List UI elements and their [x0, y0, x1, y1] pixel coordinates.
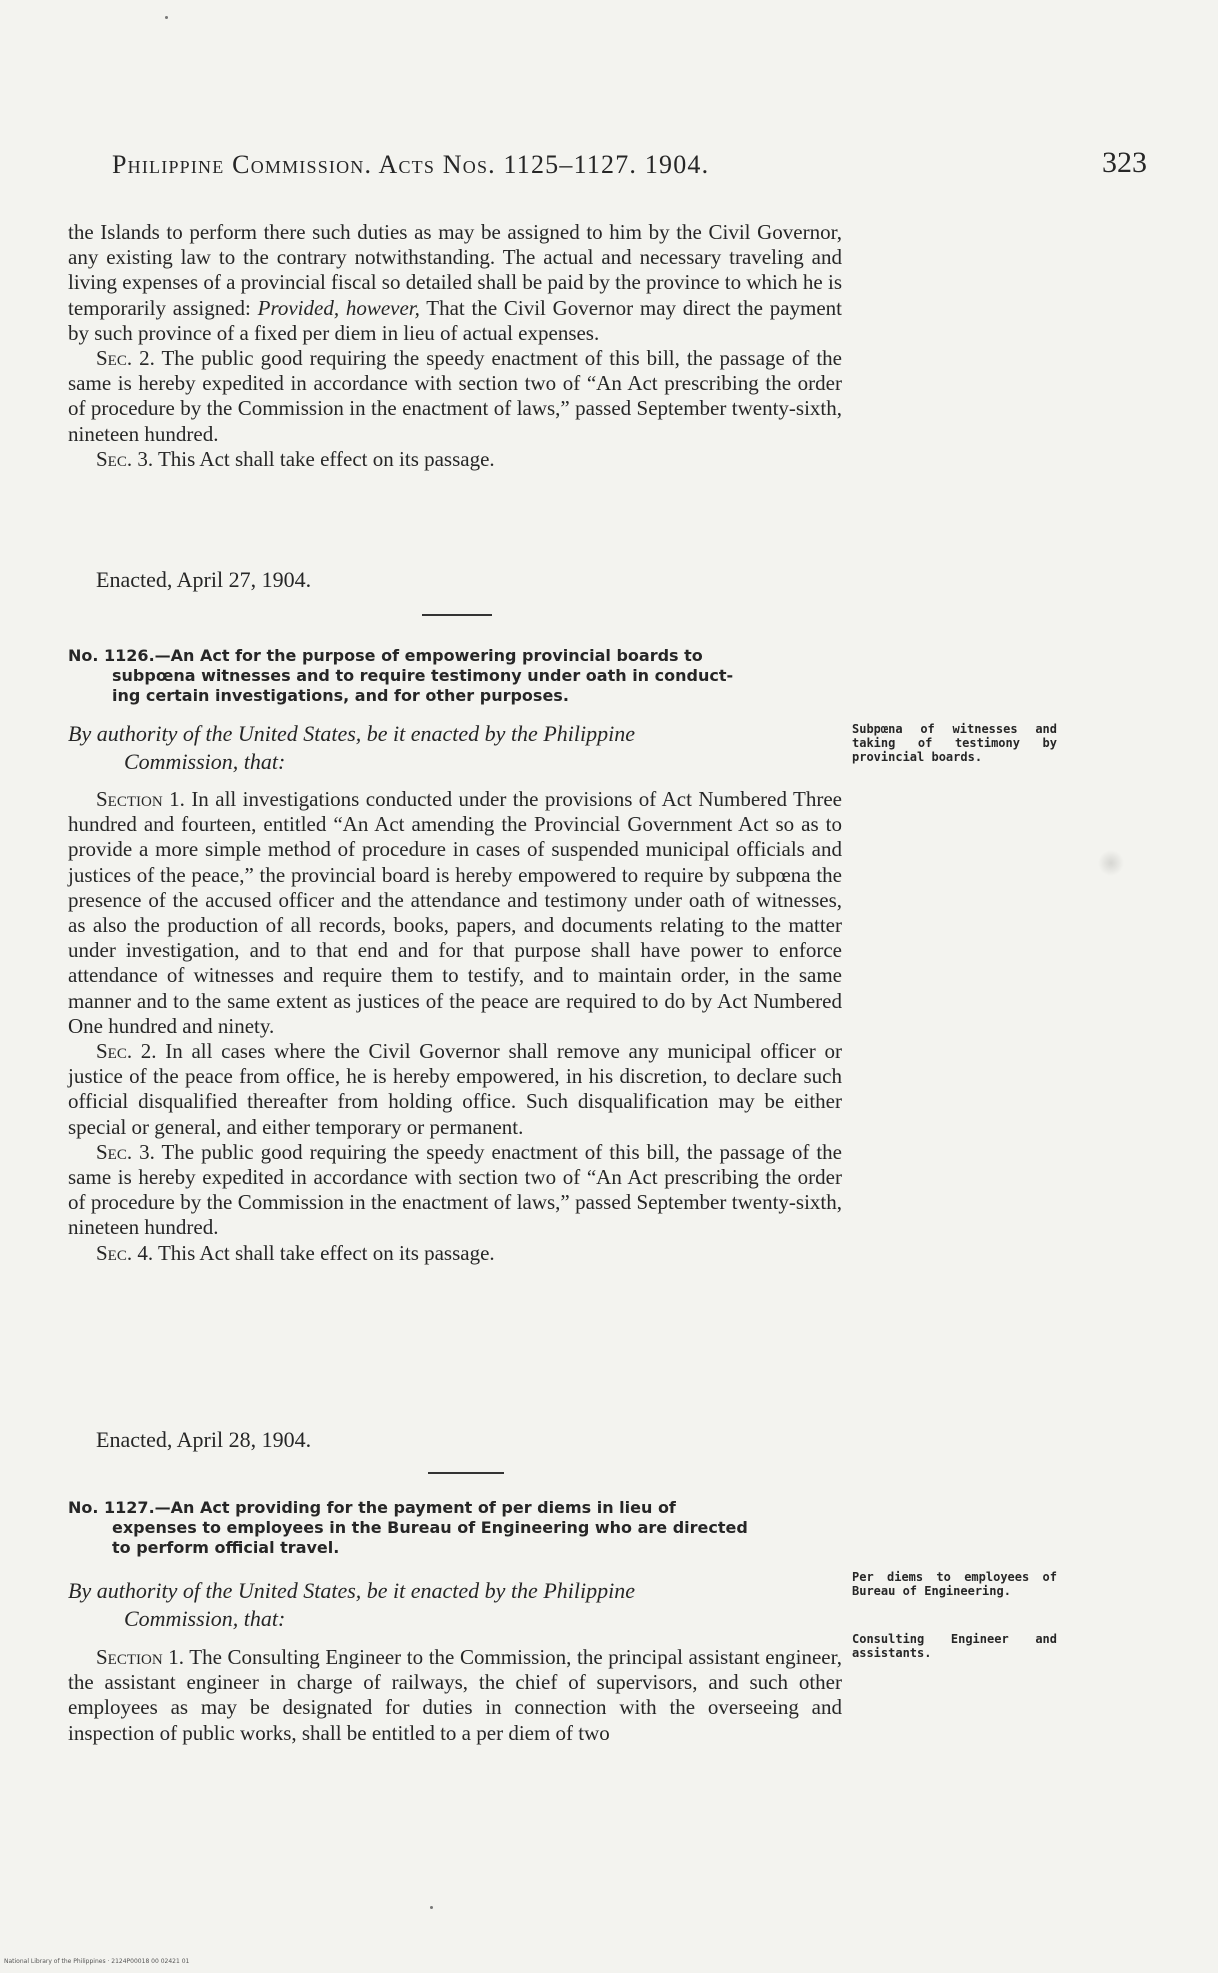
- section-1: Section 1. The Consulting Engineer to the Commission, the principal assistant engineer, the assistant engineer in charge of railways, the chief of supervisors, and such other employees as may be designated for duties in connection with the overseeing and inspection of public works, shall be entitled to a per diem of two: [68, 1645, 843, 1745]
- section-label: Sec. 3.: [96, 446, 154, 471]
- enacted-date-1125: Enacted, April 27, 1904.: [96, 567, 312, 592]
- margin-note-subpoena: Subpœna of witnesses and taking of testimony by provincial boards.: [852, 722, 1057, 764]
- section-label: Sec. 2.: [96, 1039, 157, 1064]
- act-1125-continuation: [68, 220, 842, 472]
- running-header: [112, 146, 1147, 190]
- act-1126-body: [68, 787, 842, 1266]
- section-label: Section 1.: [96, 1645, 185, 1669]
- act-1126-enacting-clause: By authority of the United States, be it enacted by the Philippine Commission, that:: [68, 721, 635, 774]
- section-divider: [428, 1472, 504, 1474]
- scan-speck: [430, 1906, 433, 1909]
- section-3: Sec. 3. This Act shall take effect on its passage.: [96, 446, 495, 471]
- scan-smudge: [1098, 850, 1124, 876]
- enacted-date-1126: Enacted, April 28, 1904.: [96, 1427, 312, 1452]
- margin-note-per-diems: Per diems to employees of Bureau of Engineering.: [852, 1570, 1057, 1598]
- page-number: 323: [1102, 146, 1147, 179]
- section-2: Sec. 2. The public good requiring the speedy enactment of this bill, the passage of the same is hereby expedited in accordance with section two of “An Act prescribing the order of procedure by the Commission in the enactment of laws,” passed September twenty-sixth, nineteen hundred.: [68, 346, 842, 446]
- act-1127-body: [68, 1645, 842, 1746]
- scan-footer: National Library of the Philippines · 2124P00018 00 02421 01: [4, 1958, 190, 1965]
- proviso-text: Provided, however,: [257, 295, 420, 320]
- section-label: Sec. 3.: [96, 1139, 155, 1164]
- act-1126-title: No. 1126.—An Act for the purpose of empowering provincial boards to subpœna witnesses and to require testimony under oath in conduct- ing certain investigations, and for other purposes.: [68, 646, 734, 705]
- header-title: Philippine Commission. Acts Nos. 1125–1127. 1904.: [112, 150, 710, 179]
- act-1127-title: No. 1127.—An Act providing for the payment of per diems in lieu of expenses to employees in the Bureau of Engineering who are directed to perform official travel.: [68, 1498, 748, 1557]
- section-3: Sec. 3. The public good requiring the speedy enactment of this bill, the passage of the same is hereby expedited in accordance with section two of “An Act prescribing the order of procedure by the Commission in the enactment of laws,” passed September twenty-sixth, nineteen hundred.: [68, 1139, 842, 1240]
- section-label: Sec. 2.: [96, 346, 155, 371]
- section-4: Sec. 4. This Act shall take effect on its passage.: [96, 1240, 495, 1265]
- section-label: Sec. 4.: [96, 1240, 154, 1265]
- margin-note-consulting-engineer: Consulting Engineer and assistants.: [852, 1632, 1057, 1660]
- scan-speck: [165, 16, 168, 19]
- section-1: Section 1. In all investigations conducted under the provisions of Act Numbered Three hundred and fourteen, entitled “An Act amending the Provincial Government Act so as to provide a more simple method of procedure in cases of suspended municipal officials and justices of the peace,” the provincial board is hereby empowered to require by subpœna the presence of the accused officer and the attendance and testimony under oath of witnesses, as also the production of all records, books, papers, and documents relating to the matter under investigation, and to that end and for that purpose shall have power to enforce attendance of witnesses and require them to testify, and to maintain order, in the same manner and to the same extent as justices of the peace are required to do by Act Numbered One hundred and ninety.: [68, 787, 843, 1038]
- act-1127-enacting-clause: By authority of the United States, be it enacted by the Philippine Commission, that:: [68, 1578, 635, 1631]
- section-label: Section 1.: [96, 787, 185, 811]
- continuation-paragraph: the Islands to perform there such duties as may be assigned to him by the Civil Governor, any existing law to the contrary notwithstanding. The actual and necessary traveling and living expenses of a provincial fiscal so detailed shall be paid by the province to which he is temporarily assigned: Provided, however, That the Civil Governor may direct the payment by such province of a fixed per diem in lieu of actual expenses.: [68, 220, 843, 345]
- section-divider: [422, 614, 492, 616]
- section-2: Sec. 2. In all cases where the Civil Governor shall remove any municipal officer or justice of the peace from office, he is hereby empowered, in his discretion, to declare such official disqualified thereafter from holding office. Such disqualification may be either special or general, and either temporary or permanent.: [68, 1039, 842, 1139]
